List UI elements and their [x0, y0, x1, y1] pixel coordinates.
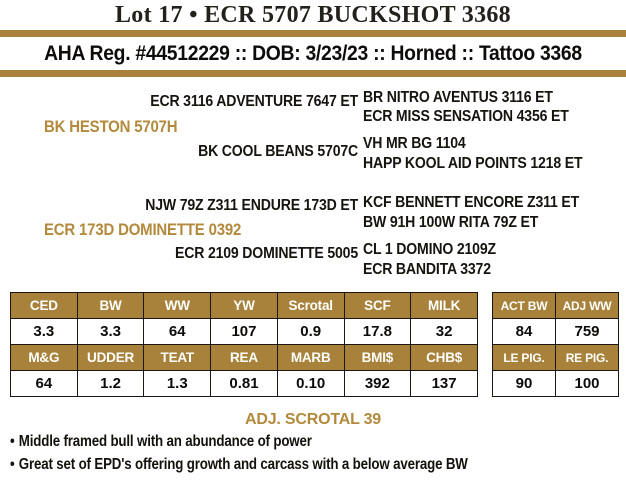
- epd-value-cell: 1.2: [77, 371, 144, 397]
- dam-sire: NJW 79Z Z311 ENDURE 173D ET: [145, 197, 358, 214]
- epd-header-cell: CED: [11, 293, 78, 319]
- dam-grandparent: CL 1 DOMINO 2109Z: [363, 241, 496, 258]
- epd-value-cell: 392: [344, 371, 411, 397]
- epd-header-cell: BW: [77, 293, 144, 319]
- epd-header-cell: CHB$: [411, 345, 478, 371]
- registration-line: AHA Reg. #44512229 :: DOB: 3/23/23 :: Horned :: Tattoo 3368: [44, 42, 582, 65]
- epd-value-cell: 0.10: [277, 371, 344, 397]
- epd-value-cell: 0.81: [211, 371, 278, 397]
- lot-title: Lot 17 • ECR 5707 BUCKSHOT 3368: [115, 2, 511, 28]
- weights-header-cell: RE PIG.: [556, 345, 619, 371]
- epd-header-cell: BMI$: [344, 345, 411, 371]
- weights-header-cell: ADJ WW: [556, 293, 619, 319]
- bullet-icon: •: [10, 456, 15, 473]
- weights-value-row: [493, 371, 619, 397]
- sire-dam: BK COOL BEANS 5707C: [198, 143, 358, 160]
- epd-header-cell: YW: [211, 293, 278, 319]
- epd-value-cell: 64: [144, 319, 211, 345]
- epd-value-cell: 137: [411, 371, 478, 397]
- epd-header-cell: SCF: [344, 293, 411, 319]
- epd-header-row: [11, 345, 478, 371]
- sire-grandparent: BR NITRO AVENTUS 3116 ET: [363, 89, 553, 106]
- epd-header-cell: Scrotal: [277, 293, 344, 319]
- epd-value-cell: 3.3: [77, 319, 144, 345]
- epd-value-cell: 1.3: [144, 371, 211, 397]
- weights-header-cell: ACT BW: [493, 293, 556, 319]
- epd-header-cell: M&G: [11, 345, 78, 371]
- weights-value-cell: 759: [556, 319, 619, 345]
- epd-value-cell: 17.8: [344, 319, 411, 345]
- epd-header-cell: REA: [211, 345, 278, 371]
- sire-name: BK HESTON 5707H: [44, 117, 178, 136]
- epd-value-row: [11, 319, 478, 345]
- weights-header-row: [493, 293, 619, 319]
- weights-value-cell: 100: [556, 371, 619, 397]
- weights-value-cell: 84: [493, 319, 556, 345]
- epd-value-row: [11, 371, 478, 397]
- dam-grandparent: BW 91H 100W RITA 79Z ET: [363, 214, 539, 231]
- epd-header-row: [11, 293, 478, 319]
- note-line: [10, 456, 535, 474]
- dam-name: ECR 173D DOMINETTE 0392: [44, 220, 242, 239]
- epd-header-cell: UDDER: [77, 345, 144, 371]
- dam-grandparent: ECR BANDITA 3372: [363, 261, 491, 278]
- sire-grandparent: VH MR BG 1104: [363, 135, 466, 152]
- epd-table: [10, 292, 478, 397]
- epd-header-cell: WW: [144, 293, 211, 319]
- note-text: Middle framed bull with an abundance of power: [18, 433, 312, 450]
- note-line: [10, 433, 535, 451]
- sire-grandparent: HAPP KOOL AID POINTS 1218 ET: [363, 155, 583, 172]
- epd-value-cell: 0.9: [277, 319, 344, 345]
- sire-sire: ECR 3116 ADVENTURE 7647 ET: [150, 93, 358, 110]
- epd-header-cell: MILK: [411, 293, 478, 319]
- epd-value-cell: 32: [411, 319, 478, 345]
- weights-table: [492, 292, 619, 397]
- weights-value-cell: 90: [493, 371, 556, 397]
- epd-value-cell: 107: [211, 319, 278, 345]
- bullet-icon: •: [10, 433, 15, 450]
- adj-scrotal-heading: ADJ. SCROTAL 39: [245, 411, 381, 428]
- epd-value-cell: 3.3: [11, 319, 78, 345]
- dam-grandparent: KCF BENNETT ENCORE Z311 ET: [363, 194, 580, 211]
- note-text: Great set of EPD's offering growth and carcass with a below average BW: [18, 456, 468, 473]
- weights-header-cell: LE PIG.: [493, 345, 556, 371]
- weights-header-row: [493, 345, 619, 371]
- divider-rule-bottom: [0, 70, 626, 77]
- sire-grandparent: ECR MISS SENSATION 4356 ET: [363, 108, 569, 125]
- weights-value-row: [493, 319, 619, 345]
- dam-dam: ECR 2109 DOMINETTE 5005: [175, 245, 358, 262]
- epd-header-cell: TEAT: [144, 345, 211, 371]
- divider-rule-top: [0, 30, 626, 37]
- epd-header-cell: MARB: [277, 345, 344, 371]
- epd-value-cell: 64: [11, 371, 78, 397]
